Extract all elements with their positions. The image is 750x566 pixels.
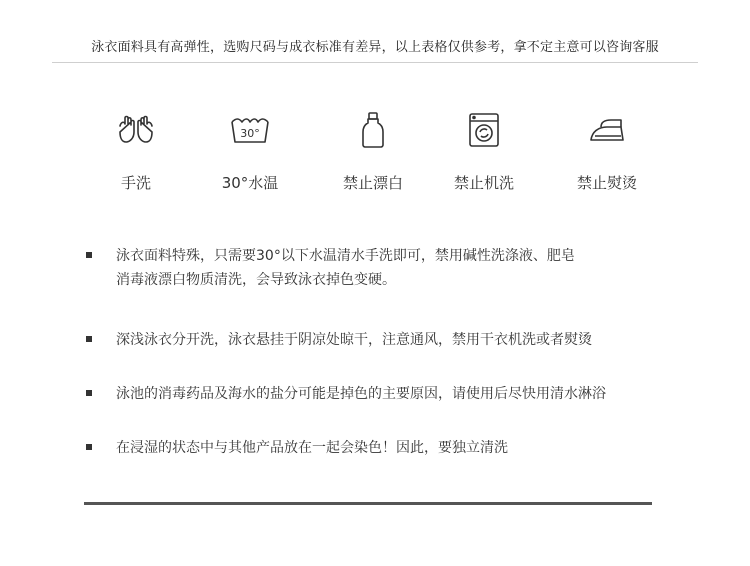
- hand-wash-label: 手洗: [120, 174, 151, 192]
- sizing-disclaimer: 泳衣面料具有高弹性，选购尺码与成衣标准有差异，以上表格仅供参考，拿不定主意可以咨询客服: [91, 40, 659, 55]
- no-iron-label: 禁止熨烫: [576, 174, 637, 192]
- note-line: 泳池的消毒药品及海水的盐分可能是掉色的主要原因，请使用后尽快用清水淋浴: [116, 386, 606, 402]
- bullet-marker: [86, 444, 92, 450]
- note-line: 深浅泳衣分开洗，泳衣悬挂于阴凉处晾干，注意通风，禁用干衣机洗或者熨烫: [116, 332, 592, 348]
- note-line: 泳衣面料特殊，只需要30°以下水温清水手洗即可，禁用碱性洗涤液、肥皂: [116, 248, 575, 264]
- bullet-marker: [86, 252, 92, 258]
- no-machine-wash-label: 禁止机洗: [453, 174, 514, 192]
- footer-divider: [84, 502, 652, 505]
- water-temp-label: 30°水温: [221, 174, 279, 192]
- no-bleach-label: 禁止漂白: [342, 174, 403, 192]
- bullet-marker: [86, 390, 92, 396]
- note-line: 消毒液漂白物质清洗，会导致泳衣掉色变硬。: [116, 272, 396, 288]
- bullet-marker: [86, 336, 92, 342]
- note-line: 在浸湿的状态中与其他产品放在一起会染色！因此，要独立清洗: [116, 440, 508, 456]
- svg-text:30°: 30°: [240, 127, 260, 140]
